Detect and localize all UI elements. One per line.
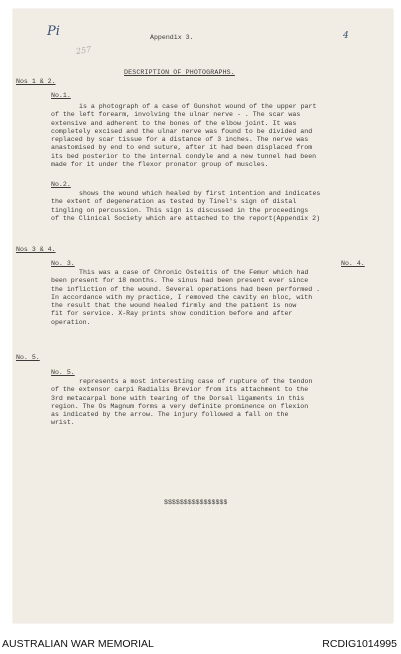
text-line: of the left forearm, involving the ulnar nerve - . The scar was bbox=[51, 111, 301, 119]
page-title: DESCRIPTION OF PHOTOGRAPHS. bbox=[124, 69, 235, 76]
text-line: extensive and adherent to the bones of the elbow joint. It was bbox=[51, 119, 297, 127]
text-line: anastomised by end to end suture, after it had been displaced from bbox=[51, 144, 313, 152]
footer-record-id: RCDIG1014995 bbox=[322, 638, 397, 650]
text-line: completely excised and the ulnar nerve was found to be divided and bbox=[51, 127, 313, 135]
text-line: of the Clinical Society which are attached to the report(Appendix 2) bbox=[51, 214, 321, 222]
item-number-right: No. 4. bbox=[341, 260, 365, 267]
text-line: been present for 18 months. The sinus had been present ever since bbox=[51, 277, 309, 285]
text-line: In accordance with my practice, I removed the cavity en bloc, with bbox=[51, 293, 313, 301]
text-line: region. The Os Magnum forms a very definite prominence on flexion bbox=[51, 402, 309, 410]
paragraph bbox=[51, 378, 312, 428]
text-line: of the extensor carpi Radialis Brevior from its attachment to the bbox=[51, 386, 309, 394]
item-number: No. 5. bbox=[51, 369, 75, 376]
section-label: Nos 3 & 4. bbox=[16, 246, 56, 253]
archive-footer bbox=[0, 630, 401, 654]
section-label: Nos 1 & 2. bbox=[16, 78, 56, 85]
text-line: is a photograph of a case of Gunshot wound of the upper part bbox=[79, 103, 317, 110]
text-line: the result that the wound healed firmly and the patient is now bbox=[51, 302, 297, 310]
section-divider: $$$$$$$$$$$$$$$$ bbox=[164, 499, 228, 506]
paragraph bbox=[51, 269, 320, 327]
text-line: operation. bbox=[51, 318, 91, 326]
text-line: 3rd metacarpal bone with tearing of the Dorsal ligaments in this bbox=[51, 394, 305, 402]
text-line: replaced by scar tissue for a distance of 3 inches. The nerve was bbox=[51, 136, 309, 144]
text-line: shows the wound which healed by first intention and indicates bbox=[79, 190, 321, 197]
text-line: as indicated by the arrow. The injury followed a fall on the bbox=[51, 411, 289, 419]
text-line: made for it under the flexor pronator group of muscles. bbox=[51, 161, 269, 169]
section-label: No. 5. bbox=[16, 354, 40, 361]
text-line: represents a most interesting case of rupture of the tendon bbox=[79, 378, 313, 385]
handwritten-page-number: 4 bbox=[343, 31, 349, 41]
handwritten-annotation: Pi bbox=[47, 24, 60, 39]
appendix-title: Appendix 3. bbox=[150, 34, 194, 41]
text-line: wrist. bbox=[51, 419, 75, 427]
item-number: No.1. bbox=[51, 92, 71, 99]
footer-institution: AUSTRALIAN WAR MEMORIAL bbox=[2, 638, 154, 650]
text-line: its bed posterior to the internal condyle and a new tunnel had been bbox=[51, 152, 317, 160]
paragraph bbox=[51, 190, 320, 223]
item-number: No.2. bbox=[51, 181, 71, 188]
text-line: This was a case of Chronic Osteitis of the Femur which had bbox=[79, 269, 309, 276]
pencil-page-number: 257 bbox=[75, 44, 92, 57]
text-line: the infliction of the wound. Several operations had been performed . bbox=[51, 285, 321, 293]
text-line: the extent of degeneration as tested by Tinel's sign of distal bbox=[51, 198, 297, 206]
paragraph bbox=[51, 103, 316, 169]
item-number: No. 3. bbox=[51, 260, 75, 267]
document-page bbox=[13, 9, 393, 623]
text-line: fit for service. X-Ray prints show condition before and after bbox=[51, 310, 293, 318]
text-line: tingling on percussion. This sign is discussed in the proceedings bbox=[51, 206, 309, 214]
